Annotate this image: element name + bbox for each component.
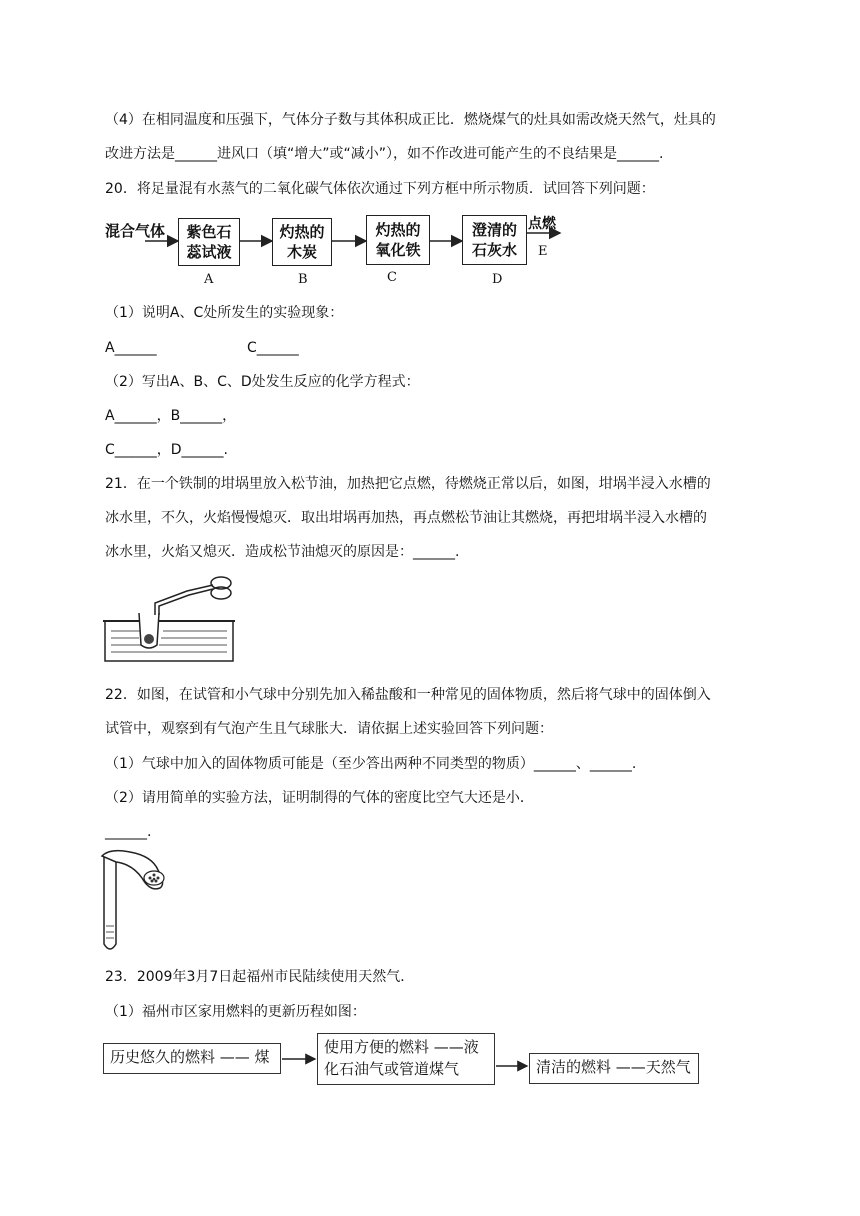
flow-box-c-tag: C bbox=[387, 270, 397, 285]
q21-line2: 冰水里，不久，火焰慢慢熄灭．取出坩埚再加热，再点燃松节油让其燃烧，再把坩埚半浸入水槽的 bbox=[105, 510, 707, 526]
q19-p4-line2: 改进方法是______进风口（填“增大”或“减小”），如不作改进可能产生的不良结果是______. bbox=[105, 146, 664, 162]
q20-stem: 20．将足量混有水蒸气的二氧化碳气体依次通过下列方框中所示物质．试回答下列问题： bbox=[105, 181, 655, 197]
q22-blank: ______. bbox=[105, 824, 152, 840]
q20-sub2: （2）写出A、B、C、D处发生反应的化学方程式： bbox=[105, 374, 420, 390]
ignite-label: 点燃 bbox=[528, 216, 556, 232]
q22-sub2: （2）请用简单的实验方法，证明制得的气体的密度比空气大还是小． bbox=[105, 790, 534, 806]
q20-sub1-a: A______ bbox=[105, 340, 157, 356]
fuel-box-lpg-line1: 使用方便的燃料 ——液 bbox=[324, 1038, 479, 1056]
test-tube-with-balloon-figure bbox=[100, 848, 180, 958]
flow-box-c-line2: 氧化铁 bbox=[375, 241, 421, 259]
flow-box-c-line1: 灼热的 bbox=[375, 221, 421, 239]
flow-box-a-line2: 蕊试液 bbox=[186, 243, 232, 261]
q22-line1: 22．如图，在试管和小气球中分别先加入稀盐酸和一种常见的固体物质，然后将气球中的固体倒入 bbox=[105, 687, 711, 703]
flow-box-a-tag: A bbox=[204, 272, 214, 287]
flow-box-b-line2: 木炭 bbox=[286, 243, 317, 261]
flow-box-b-line1: 灼热的 bbox=[279, 223, 325, 241]
flow-box-b-tag: B bbox=[298, 272, 308, 287]
flow-box-d-line1: 澄清的 bbox=[471, 221, 517, 239]
flow-box-b bbox=[272, 218, 332, 266]
q21-line3: 冰水里，火焰又熄灭．造成松节油熄灭的原因是：______. bbox=[105, 544, 460, 560]
q23-sub1: （1）福州市区家用燃料的更新历程如图： bbox=[105, 1004, 366, 1020]
fuel-box-coal-text: 历史悠久的燃料 —— 煤 bbox=[110, 1048, 270, 1066]
q23-stem: 23．2009年3月7日起福州市民陆续使用天然气． bbox=[105, 969, 415, 985]
q22-line2: 试管中，观察到有气泡产生且气球胀大．请依据上述实验回答下列问题： bbox=[105, 721, 553, 737]
flow-box-d-line2: 石灰水 bbox=[471, 241, 517, 259]
q19-p4-line1: （4）在相同温度和压强下，气体分子数与其体积成正比．燃烧煤气的灶具如需改烧天然气，灶具的 bbox=[105, 112, 716, 128]
q21-line1: 21．在一个铁制的坩埚里放入松节油，加热把它点燃，待燃烧正常以后，如图，坩埚半浸入水槽的 bbox=[105, 476, 711, 492]
mixed-gas-label: 混合气体 bbox=[105, 222, 166, 240]
fuel-box-lpg-line2: 化石油气或管道煤气 bbox=[324, 1060, 460, 1078]
flow-box-c bbox=[366, 215, 430, 265]
fuel-box-coal bbox=[103, 1043, 281, 1074]
fuel-box-natural-gas bbox=[529, 1053, 699, 1084]
q20-sub2-line1: A______，B______， bbox=[105, 408, 237, 424]
q20-sub2-line2: C______，D______. bbox=[105, 442, 229, 458]
flow-box-d bbox=[462, 215, 527, 265]
flow-box-d-tag: D bbox=[492, 272, 503, 287]
flow-output-tag: E bbox=[538, 244, 548, 259]
q20-sub1-c: C______ bbox=[247, 340, 299, 356]
q22-sub1: （1）气球中加入的固体物质可能是（至少答出两种不同类型的物质）______、______. bbox=[105, 756, 637, 772]
flow-arrows bbox=[0, 0, 860, 300]
fuel-box-natural-gas-text: 清洁的燃料 ——天然气 bbox=[536, 1058, 691, 1076]
flow-box-a bbox=[178, 218, 240, 266]
q20-sub1: （1）说明A、C处所发生的实验现象： bbox=[105, 305, 344, 321]
flow-box-a-line1: 紫色石 bbox=[186, 223, 232, 241]
fuel-box-lpg bbox=[317, 1033, 495, 1085]
crucible-in-water-bath-figure bbox=[103, 575, 243, 665]
